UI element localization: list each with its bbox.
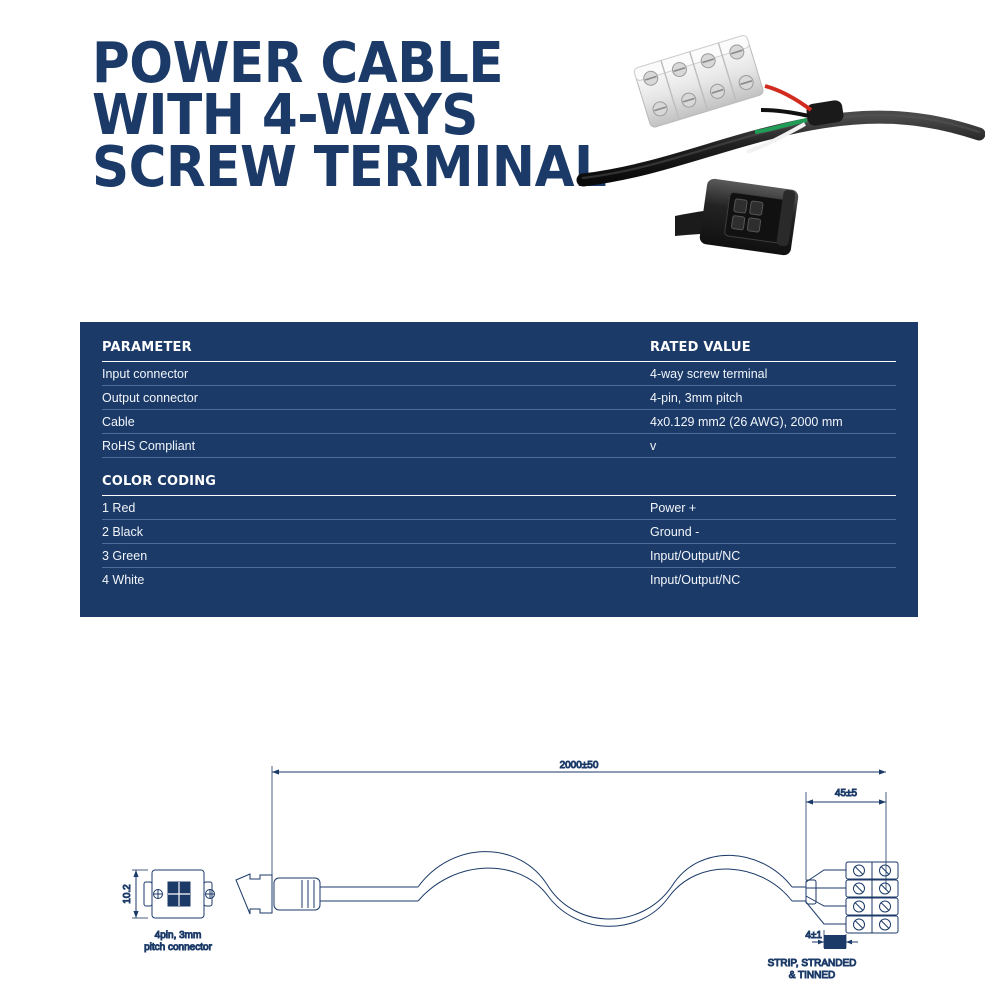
- table-row: [102, 568, 896, 591]
- screw-terminal-block: [633, 34, 764, 128]
- table-row: [102, 362, 896, 386]
- cell-value: Ground -: [650, 524, 700, 539]
- table-header-row: [102, 338, 896, 362]
- product-photo-illustration: [575, 20, 985, 290]
- page-title: [92, 31, 652, 200]
- color-coding-header-row: [102, 468, 896, 496]
- strain-relief: [236, 874, 320, 914]
- technical-drawing-svg: [0, 730, 1000, 1000]
- pin-connector-photo: [675, 178, 799, 256]
- dim-connector-height: 10.2: [122, 884, 133, 904]
- cell-parameter: Output connector: [102, 390, 198, 405]
- pin-connector-drawing: [144, 870, 215, 918]
- table-row: [102, 386, 896, 410]
- cell-parameter: 1 Red: [102, 500, 136, 515]
- product-photo: [575, 20, 985, 290]
- dim-total-length: 2000±50: [559, 760, 599, 771]
- title-line-1: POWER CABLE: [92, 31, 504, 96]
- specification-table: [80, 322, 918, 617]
- terminal-block-drawing: [846, 862, 898, 933]
- dim-strip-length: 4±1: [805, 930, 822, 941]
- table-row: [102, 520, 896, 544]
- title-line-2: WITH 4-WAYS: [92, 83, 478, 148]
- cell-value: 4-pin, 3mm pitch: [650, 390, 743, 405]
- header-rated-value: RATED VALUE: [650, 340, 751, 355]
- title-line-3: SCREW TERMINAL: [92, 135, 607, 200]
- cell-value: Input/Output/NC: [650, 572, 741, 587]
- wire-black: [761, 110, 809, 116]
- cell-value: v: [650, 438, 657, 453]
- header-parameter: PARAMETER: [102, 340, 192, 355]
- connector-label-line2: pitch connector: [144, 942, 212, 953]
- cell-parameter: Input connector: [102, 366, 189, 381]
- cell-parameter: 2 Black: [102, 524, 143, 539]
- table-row: [102, 496, 896, 520]
- technical-drawing: [0, 730, 1000, 1000]
- cell-value: 4x0.129 mm2 (26 AWG), 2000 mm: [650, 414, 843, 429]
- cell-value: Power +: [650, 500, 697, 515]
- table-row: [102, 434, 896, 458]
- dim-breakout-length: 45±5: [834, 788, 858, 799]
- cell-value: Input/Output/NC: [650, 548, 741, 563]
- cell-parameter: RoHS Compliant: [102, 438, 196, 453]
- cell-parameter: 4 White: [102, 572, 145, 587]
- table-row: [102, 544, 896, 568]
- table-row: [102, 410, 896, 434]
- color-coding-header: COLOR CODING: [102, 474, 217, 489]
- strip-note-line2: & TINNED: [788, 970, 836, 981]
- connector-label-line1: 4pin, 3mm: [154, 930, 202, 941]
- cell-value: 4-way screw terminal: [650, 366, 768, 381]
- cell-parameter: 3 Green: [102, 548, 148, 563]
- cell-parameter: Cable: [102, 414, 135, 429]
- wire-red: [765, 86, 811, 110]
- strip-note-line1: STRIP, STRANDED: [767, 958, 857, 969]
